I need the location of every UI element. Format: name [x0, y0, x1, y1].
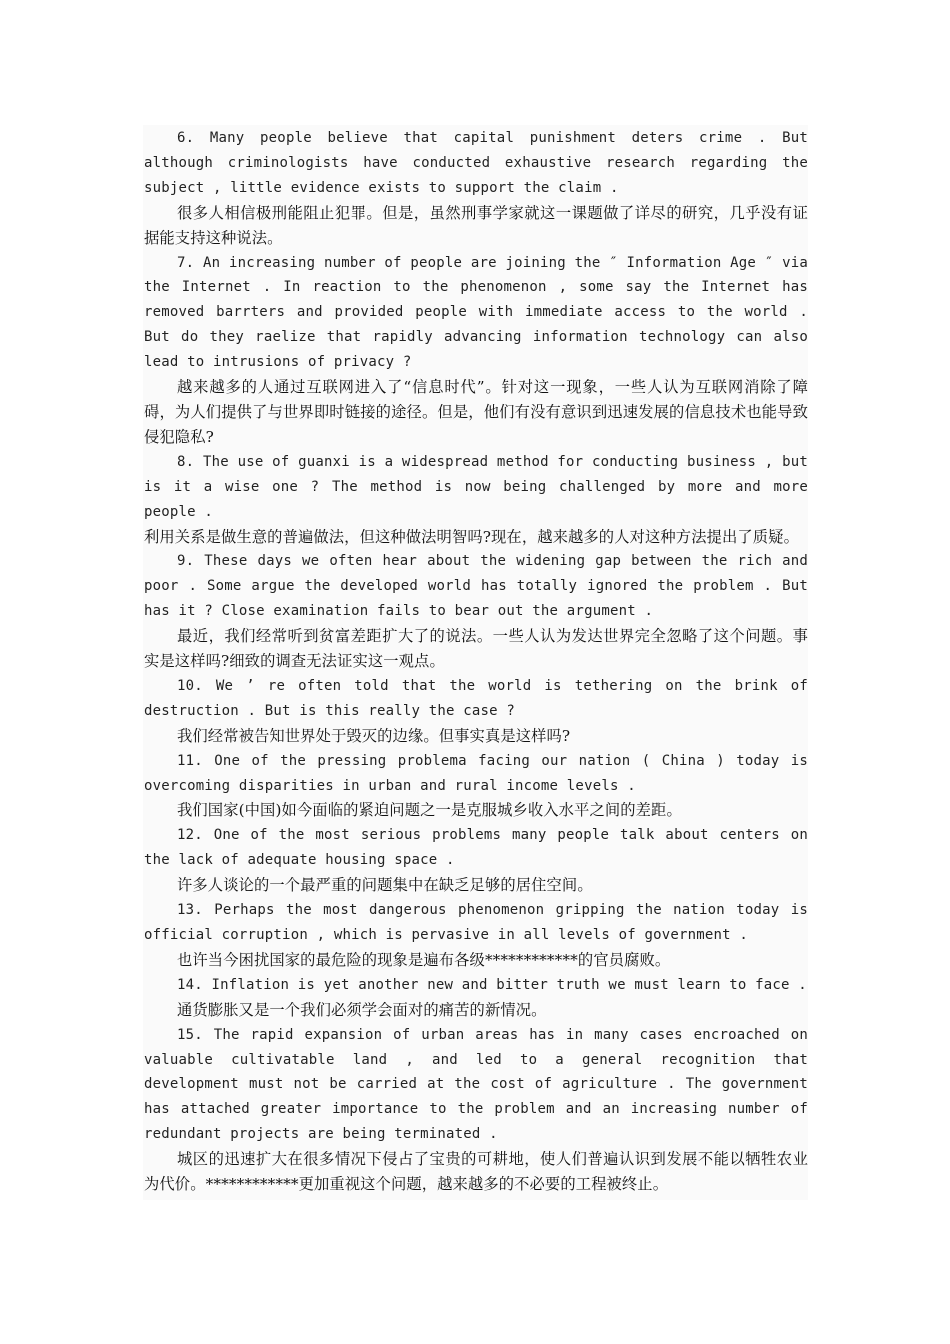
paragraph-14-zh: 通货膨胀又是一个我们必须学会面对的痛苦的新情况。: [177, 1000, 547, 1019]
paragraph-9-en: 9. These days we often hear about the widening gap between the rich and poor . Some argue the developed world has totally ignored the problem . But has it ? Close examination fails to bear out the argument .: [144, 553, 808, 620]
paragraph-11-en: 11. One of the pressing problema facing our nation ( China ) today is overcoming disparities in urban and rural income levels .: [144, 752, 808, 794]
paragraph-15-zh: 城区的迅速扩大在很多情况下侵占了宝贵的可耕地，使人们普遍认识到发展不能以牺牲农业为代价。************更加重视这个问题，越来越多的不必要的工程被终止。: [144, 1150, 808, 1194]
paragraph-12-zh: 许多人谈论的一个最严重的问题集中在缺乏足够的居住空间。: [177, 876, 593, 895]
paragraph-12-en: 12. One of the most serious problems many people talk about centers on the lack of adequate housing space .: [144, 827, 808, 869]
paragraph-7-en: 7. An increasing number of people are joining the ″ Information Age ″ via the Internet . In reaction to the phenomenon , some say the Internet has removed barrters and provided people with immediate access to the world . But do they raelize that rapidly advancing information technology can also lead to intrusions of privacy ?: [144, 254, 808, 371]
paragraph-14-en: 14. Inflation is yet another new and bitter truth we must learn to face .: [177, 976, 807, 993]
paragraph-15-en: 15. The rapid expansion of urban areas has in many cases encroached on valuable cultivatable land , and led to a general recognition that development must not be carried at the cost of agriculture . The government has attached greater importance to the problem and an increasing number of redundant projects are being terminated .: [144, 1026, 808, 1143]
paragraph-11-zh: 我们国家(中国)如今面临的紧迫问题之一是克服城乡收入水平之间的差距。: [177, 801, 682, 820]
paragraph-13-en: 13. Perhaps the most dangerous phenomenon gripping the nation today is official corruption , which is pervasive in all levels of government .: [144, 902, 808, 943]
paragraph-13-zh: 也许当今困扰国家的最危险的现象是遍布各级************的官员腐败。: [177, 950, 671, 969]
paragraph-8-zh: 利用关系是做生意的普遍做法，但这种做法明智吗?现在，越来越多的人对这种方法提出了质疑。: [144, 527, 799, 546]
paragraph-6-en: 6. Many people believe that capital punishment deters crime . But although criminologists have conducted exhaustive research regarding the subject , little evidence exists to support the claim .: [144, 130, 808, 196]
paragraph-10-zh: 我们经常被告知世界处于毁灭的边缘。但事实真是这样吗?: [177, 726, 571, 745]
paragraph-9-zh: 最近，我们经常听到贫富差距扩大了的说法。一些人认为发达世界完全忽略了这个问题。事实是这样吗?细致的调查无法证实这一观点。: [144, 627, 808, 671]
paragraph-6-zh: 很多人相信极刑能阻止犯罪。但是，虽然刑事学家就这一课题做了详尽的研究，几乎没有证据能支持这种说法。: [144, 203, 808, 247]
paragraph-10-en: 10. We ’ re often told that the world is tethering on the brink of destruction . But is this really the case ?: [144, 677, 808, 719]
paragraph-7-zh: 越来越多的人通过互联网进入了“信息时代”。针对这一现象，一些人认为互联网消除了障碍，为人们提供了与世界即时链接的途径。但是，他们有没有意识到迅速发展的信息技术也能导致侵犯隐私?: [144, 378, 808, 446]
paragraph-8-en: 8. The use of guanxi is a widespread method for conducting business , but is it a wise one ? The method is now being challenged by more and more people .: [144, 453, 808, 520]
document-content: [144, 126, 808, 1197]
